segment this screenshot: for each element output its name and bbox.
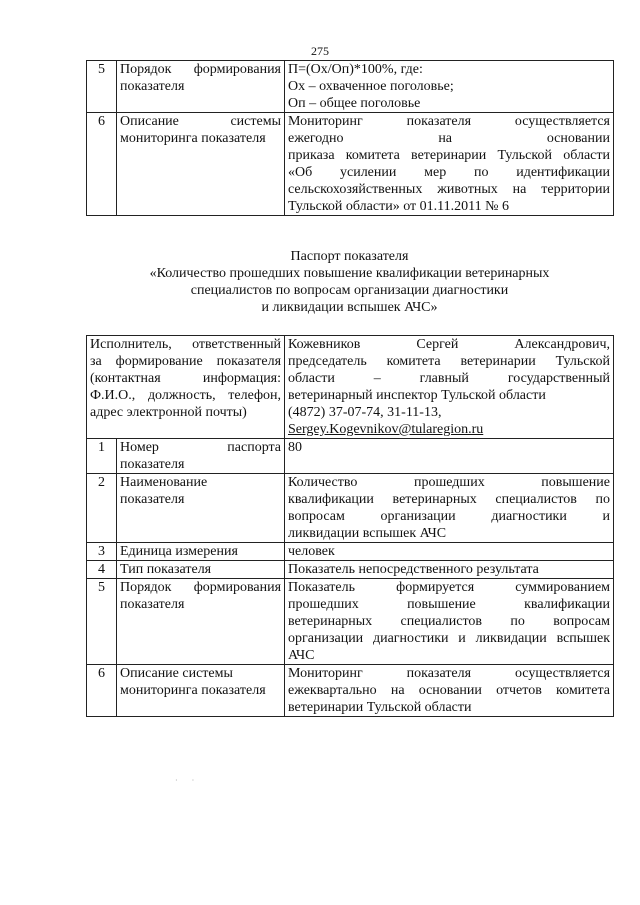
row-label bbox=[117, 439, 285, 474]
row-value-line: Мониторинг показателя осуществляется bbox=[288, 114, 610, 129]
row-value-line: АЧС bbox=[288, 648, 315, 663]
email-link[interactable]: Sergey.Kogevnikov@tularegion.ru bbox=[288, 422, 484, 437]
row-value bbox=[285, 543, 614, 561]
row-label-line: Исполнитель, ответственный bbox=[90, 337, 282, 352]
row-value bbox=[285, 474, 614, 543]
row-label-line: Единица измерения bbox=[120, 544, 238, 559]
row-value-line: прошедших повышение квалификации bbox=[288, 597, 611, 612]
row-value bbox=[285, 113, 614, 216]
row-value-line: сельскохозяйственных животных на территории bbox=[288, 182, 610, 197]
passport-title-line: и ликвидации вспышек АЧС» bbox=[261, 300, 438, 315]
table-row bbox=[87, 113, 614, 216]
passport-title-line: Паспорт показателя bbox=[290, 249, 409, 264]
row-label-line: Порядок формирования bbox=[120, 62, 281, 77]
row-number: 3 bbox=[87, 543, 117, 561]
row-value bbox=[285, 665, 614, 717]
row-value bbox=[285, 61, 614, 113]
indicator-table-continuation bbox=[86, 60, 614, 216]
row-number: 6 bbox=[87, 665, 117, 717]
table-row-responsible bbox=[87, 336, 614, 439]
table-row bbox=[87, 665, 614, 717]
table-row bbox=[87, 61, 614, 113]
row-number: 4 bbox=[87, 561, 117, 579]
table-row bbox=[87, 439, 614, 474]
row-value bbox=[285, 439, 614, 474]
row-value-line: ежеквартально на основании отчетов комитета bbox=[288, 683, 611, 698]
row-label-line: Описание системы bbox=[120, 114, 281, 129]
row-value-line: человек bbox=[288, 544, 335, 559]
row-label-line: Номер паспорта bbox=[120, 440, 282, 455]
row-value-line: председатель комитета ветеринарии Тульской bbox=[288, 354, 611, 369]
row-value-line: приказа комитета ветеринарии Тульской области bbox=[288, 148, 610, 163]
table-row bbox=[87, 543, 614, 561]
row-value-line: области – главный государственный bbox=[288, 371, 611, 386]
responsible-value bbox=[285, 336, 614, 439]
table-row bbox=[87, 561, 614, 579]
row-value-line: Количество прошедших повышение bbox=[288, 475, 611, 490]
responsible-label bbox=[87, 336, 285, 439]
row-label-line: Порядок формирования bbox=[120, 580, 282, 595]
row-value-line: (4872) 37-07-74, 31-11-13, bbox=[288, 405, 442, 420]
row-label-line: Ф.И.О., должность, телефон, bbox=[90, 388, 282, 403]
row-value-line: ликвидации вспышек АЧС bbox=[288, 526, 447, 541]
row-label bbox=[117, 474, 285, 543]
row-label-line: показателя bbox=[120, 79, 185, 94]
row-value-line: Показатель непосредственного результата bbox=[288, 562, 539, 577]
row-value-line: ветеринарии Тульской области bbox=[288, 700, 472, 715]
row-value-line: Кожевников Сергей Александрович, bbox=[288, 337, 611, 352]
row-number: 1 bbox=[87, 439, 117, 474]
row-value-line: вопросам организации диагностики и bbox=[288, 509, 611, 524]
row-label bbox=[117, 61, 285, 113]
row-number: 6 bbox=[87, 113, 117, 216]
row-label-line: показателя bbox=[120, 457, 185, 472]
row-value-line: ежегодно на основании bbox=[288, 131, 610, 146]
row-label bbox=[117, 113, 285, 216]
row-label-line: Тип показателя bbox=[120, 562, 212, 577]
passport-title-line: «Количество прошедших повышение квалификации ветеринарных bbox=[149, 266, 550, 281]
page-number: 275 bbox=[311, 44, 329, 58]
row-number: 2 bbox=[87, 474, 117, 543]
row-value-line: Ох – охваченное поголовье; bbox=[288, 79, 454, 94]
row-value-line: Тульской области» от 01.11.2011 № 6 bbox=[288, 199, 509, 214]
row-number: 5 bbox=[87, 579, 117, 665]
row-value-line: Мониторинг показателя осуществляется bbox=[288, 666, 611, 681]
table-row bbox=[87, 474, 614, 543]
row-value-line: организации диагностики и ликвидации вспышек bbox=[288, 631, 611, 646]
row-label-line: (контактная информация: bbox=[90, 371, 282, 386]
row-value-line: Показатель формируется суммированием bbox=[288, 580, 611, 595]
table-row bbox=[87, 579, 614, 665]
row-label-line: показателя bbox=[120, 492, 185, 507]
row-label-line: адрес электронной почты) bbox=[90, 405, 247, 420]
row-label bbox=[117, 579, 285, 665]
row-label bbox=[117, 665, 285, 717]
row-value-line: 80 bbox=[288, 440, 303, 455]
passport-title bbox=[86, 248, 613, 316]
scan-specks: · · bbox=[175, 776, 201, 785]
row-value bbox=[285, 579, 614, 665]
row-value-line: «Об усилении мер по идентификации bbox=[288, 165, 610, 180]
row-label bbox=[117, 543, 285, 561]
passport-title-line: специалистов по вопросам организации диагностики bbox=[190, 283, 509, 298]
row-value bbox=[285, 561, 614, 579]
passport-table bbox=[86, 335, 614, 717]
row-value-line: ветеринарных специалистов по вопросам bbox=[288, 614, 611, 629]
row-value-line: квалификации ветеринарных специалистов по bbox=[288, 492, 611, 507]
row-number: 5 bbox=[87, 61, 117, 113]
row-value-line: Оп – общее поголовье bbox=[288, 96, 421, 111]
row-label-line: Наименование bbox=[120, 475, 208, 490]
row-label-line: мониторинга показателя bbox=[120, 131, 266, 146]
row-value-line: ветеринарный инспектор Тульской области bbox=[288, 388, 546, 403]
row-value-line: П=(Ох/Оп)*100%, где: bbox=[288, 62, 423, 77]
row-label-line: показателя bbox=[120, 597, 185, 612]
row-label-line: мониторинга показателя bbox=[120, 683, 266, 698]
row-label-line: Описание системы bbox=[120, 666, 233, 681]
row-label bbox=[117, 561, 285, 579]
row-label-line: за формирование показателя bbox=[90, 354, 282, 369]
